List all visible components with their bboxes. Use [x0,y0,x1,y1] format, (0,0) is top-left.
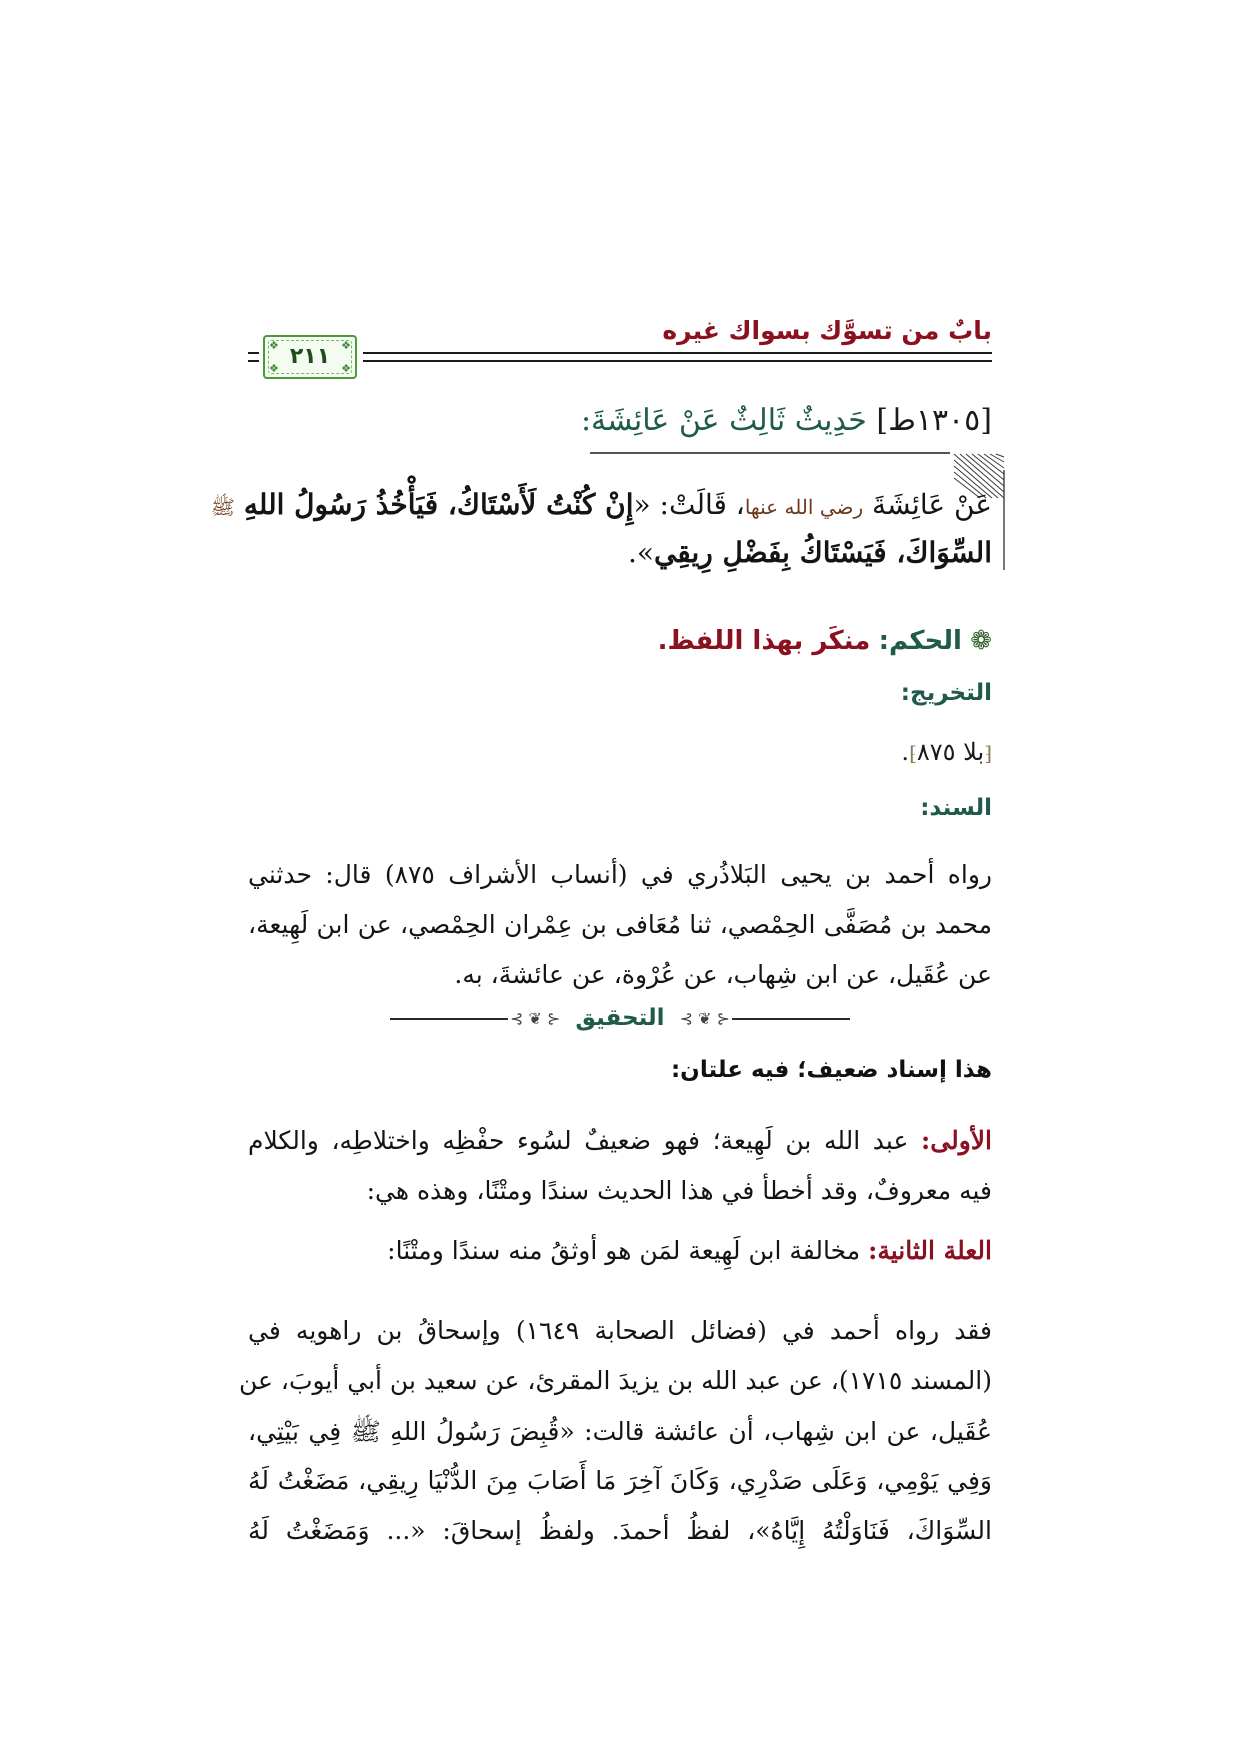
bracket-close-ornament: ⁆ [909,741,917,765]
divider-ornament-icon: ⊰ ❦ ⊱ [510,1009,561,1028]
hadith-frame-rule [590,452,950,454]
header-rule-left-top [248,352,259,354]
chapter-title: بابٌ من تسوَّك بسواك غيره [662,316,992,345]
body-line: عُقَيل، عن ابن شِهاب، أن عائشة قالت: «قُبِضَ رَسُولُ اللهِ ﷺ فِي بَيْتِي، [248,1417,992,1446]
sanad-line: محمد بن مُصَفَّى الحِمْصي، ثنا مُعَافى بن عِمْران الحِمْصي، عن ابن لَهِيعة، [248,910,992,939]
hadith-narrator: عَنْ عَائِشَةَ [872,488,992,521]
ruling-label: الحكم: [878,626,962,656]
period: . [901,738,910,766]
honorific-glyph: رضي الله عنها [744,495,864,519]
hadith-heading [581,403,992,438]
sanad-label: السند: [920,795,992,821]
body-line: (المسند ١٧١٥)، عن عبد الله بن يزيدَ المقرئ، عن سعيد بن أبي أيوبَ، عن [238,1366,992,1395]
hadith-title: حَدِيثٌ ثَالِثٌ عَنْ عَائِشَةَ: [580,403,867,438]
salawat-glyph: ﷺ [210,495,235,519]
page-number: ٢١١ [289,344,331,369]
divider-ornament-icon: ⊰ ❦ ⊱ [679,1009,730,1028]
body-line: السِّوَاكَ، فَنَاوَلْتُهُ إِيَّاهُ»، لفظُ أحمدَ. ولفظُ إسحاقَ: «... وَمَضَغْتُ لَهُ [248,1516,992,1545]
body-line: وَفِي يَوْمِي، وَعَلَى صَدْرِي، وَكَانَ آخِرَ مَا أَصَابَ مِنَ الدُّنْيَا رِيقِي، مَضَغْتُ لَهُ [248,1466,992,1495]
second-defect-text: مخالفة ابن لَهِيعة لمَن هو أوثقُ منه سندًا ومتْنًا: [387,1236,861,1265]
first-defect-line-1 [248,1126,992,1155]
second-defect-line [248,1236,992,1265]
hadith-end: ». [627,536,654,569]
hadith-said: ، قَالَتْ: « [633,488,745,521]
bracket-open-ornament: ⁅ [984,741,992,765]
first-defect-line-2: فيه معروفٌ، وقد أخطأ في هذا الحديث سندًا ومتْنًا، وهذه هي: [366,1176,992,1205]
body-line: فقد رواه أحمد في (فضائل الصحابة ١٦٤٩) وإسحاقُ بن راهويه في [248,1316,992,1345]
second-defect-label: العلة الثانية: [868,1236,992,1265]
hadith-matn-part-1: إِنْ كُنْتُ لَأَسْتَاكُ، فَيَأْخُذُ رَسُولُ اللهِ [243,488,634,521]
header-rule-left-bottom [248,360,259,362]
hadith-text-line-2 [628,536,992,569]
hadith-matn-part-2: السِّوَاكَ، فَيَسْتَاكُ بِفَضْلِ رِيقِي [653,536,992,569]
header-rule-right-bottom [363,360,992,362]
takhrij-reference-line [901,738,992,766]
ruling-line [658,626,992,656]
badge-corner-ornament-icon: ❖ [341,339,351,352]
first-defect-label: الأولى: [921,1126,993,1155]
takhrij-reference: بلا ٨٧٥ [916,738,985,766]
badge-corner-ornament-icon: ❖ [269,339,279,352]
sanad-line: عن عُقَيل، عن ابن شِهاب، عن عُرْوة، عن عائشةَ، به. [454,960,992,989]
hadith-text-line-1 [211,488,992,524]
section-divider [390,1005,850,1035]
first-defect-text: عبد الله بن لَهِيعة؛ فهو ضعيفٌ لسُوء حفْظِه واختلاطِه، والكلام [248,1126,909,1155]
flower-ornament-icon: ❁ [970,626,992,656]
header-rule-right-top [363,352,992,354]
badge-corner-ornament-icon: ❖ [341,362,351,375]
hadith-number: [١٣٠٥ط] [876,403,992,438]
sanad-line: رواه أحمد بن يحيى البَلاذُري في (أنساب الأشراف ٨٧٥) قال: حدثني [248,860,992,889]
page-number-badge [263,335,357,379]
badge-corner-ornament-icon: ❖ [269,362,279,375]
tahqiq-title: التحقيق [575,1005,665,1031]
takhrij-label: التخريج: [900,680,992,706]
ruling-value: منكَر بهذا اللفظ. [657,626,871,656]
weak-isnad-title: هذا إسناد ضعيف؛ فيه علتان: [670,1057,992,1083]
